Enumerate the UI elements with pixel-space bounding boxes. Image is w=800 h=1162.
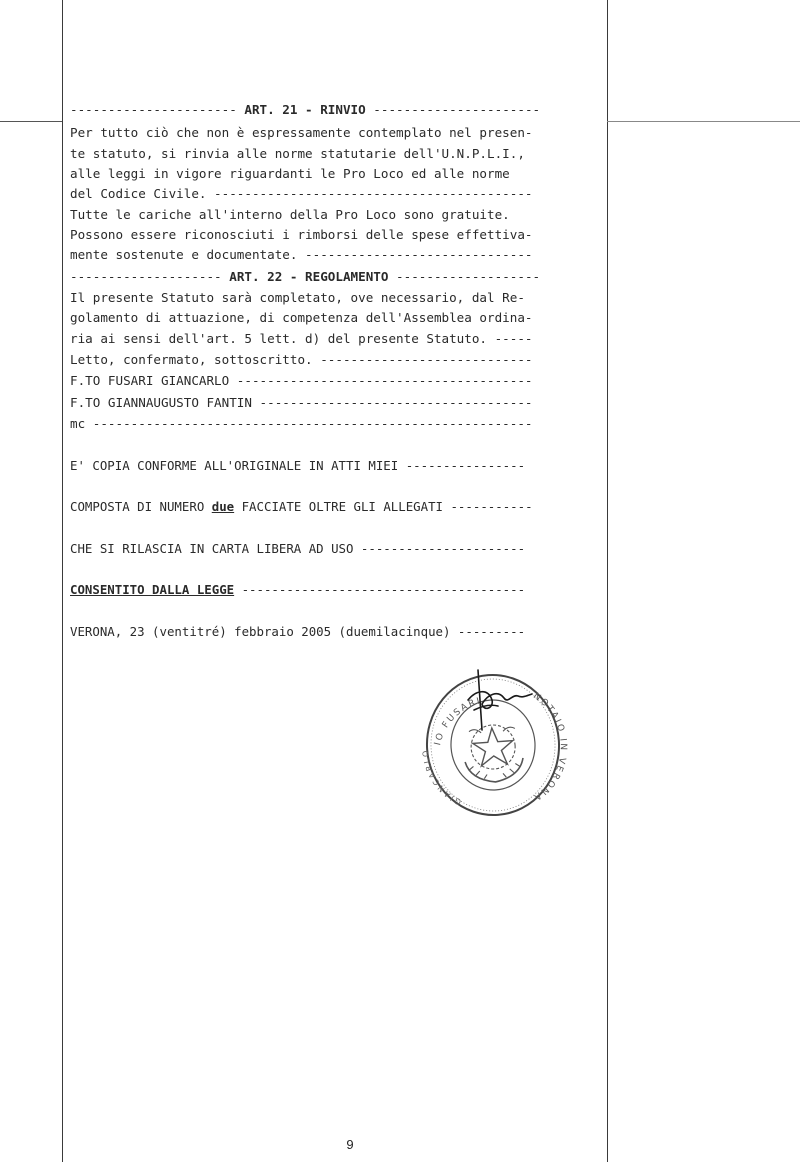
left-tick-line (0, 121, 62, 122)
art22-line-2: golamento di attuazione, di competenza dell'Assemblea ordina- (70, 311, 533, 325)
art21-line-7: mente sostenute e documentate. ------------------------------ (70, 248, 533, 262)
initials-line: mc ---------------------------------------------------------- (70, 417, 533, 431)
art21-line-2: te statuto, si rinvia alle norme statutarie dell'U.N.P.L.I., (70, 147, 525, 161)
consentito-line: CONSENTITO DALLA LEGGE -------------------------------------- (70, 583, 526, 597)
art22-line-1: Il presente Statuto sarà completato, ove necessario, dal Re- (70, 291, 525, 305)
right-tick-line (607, 121, 800, 122)
rilascia-line: CHE SI RILASCIA IN CARTA LIBERA AD USO ---------------------- (70, 542, 526, 556)
art21-line-1: Per tutto ciò che non è espressamente contemplato nel presen- (70, 126, 533, 140)
art21-heading: ---------------------- ART. 21 - RINVIO ---------------------- (70, 103, 541, 117)
notary-seal (418, 660, 568, 820)
seal-text-top: IO FUSARI (433, 696, 483, 747)
left-margin-rule (62, 0, 63, 1162)
svg-text:NOTAIO IN VERONA (523, 689, 568, 803)
art21-line-4: del Codice Civile. ------------------------------------------ (70, 187, 533, 201)
art21-line-3: alle leggi in vigore riguardanti le Pro Loco ed alle norme (70, 167, 510, 181)
art21-line-6: Possono essere riconosciuti i rimborsi delle spese effettiva- (70, 228, 533, 242)
republic-emblem-icon (463, 723, 525, 784)
copia-conforme-line: E' COPIA CONFORME ALL'ORIGINALE IN ATTI MIEI ---------------- (70, 459, 526, 473)
page-number: 9 (346, 1137, 354, 1152)
art22-line-3: ria ai sensi dell'art. 5 lett. d) del presente Statuto. ----- (70, 332, 533, 346)
art22-line-4: Letto, confermato, sottoscritto. ---------------------------- (70, 353, 533, 367)
signature-line-2: F.TO GIANNAUGUSTO FANTIN ------------------------------------ (70, 396, 533, 410)
date-line: VERONA, 23 (ventitré) febbraio 2005 (duemilacinque) --------- (70, 625, 526, 639)
signature-line-1: F.TO FUSARI GIANCARLO --------------------------------------- (70, 374, 533, 388)
right-margin-rule (607, 0, 608, 1162)
art22-heading: -------------------- ART. 22 - REGOLAMENTO ------------------- (70, 270, 541, 284)
art21-line-5: Tutte le cariche all'interno della Pro Loco sono gratuite. (70, 208, 510, 222)
seal-text-right: NOTAIO IN VERONA (530, 691, 568, 803)
composta-line: COMPOSTA DI NUMERO due FACCIATE OLTRE GLI ALLEGATI ----------- (70, 500, 533, 514)
svg-text:GIANCARLO (421, 746, 463, 809)
seal-text-left: GIANCARLO (420, 748, 463, 807)
